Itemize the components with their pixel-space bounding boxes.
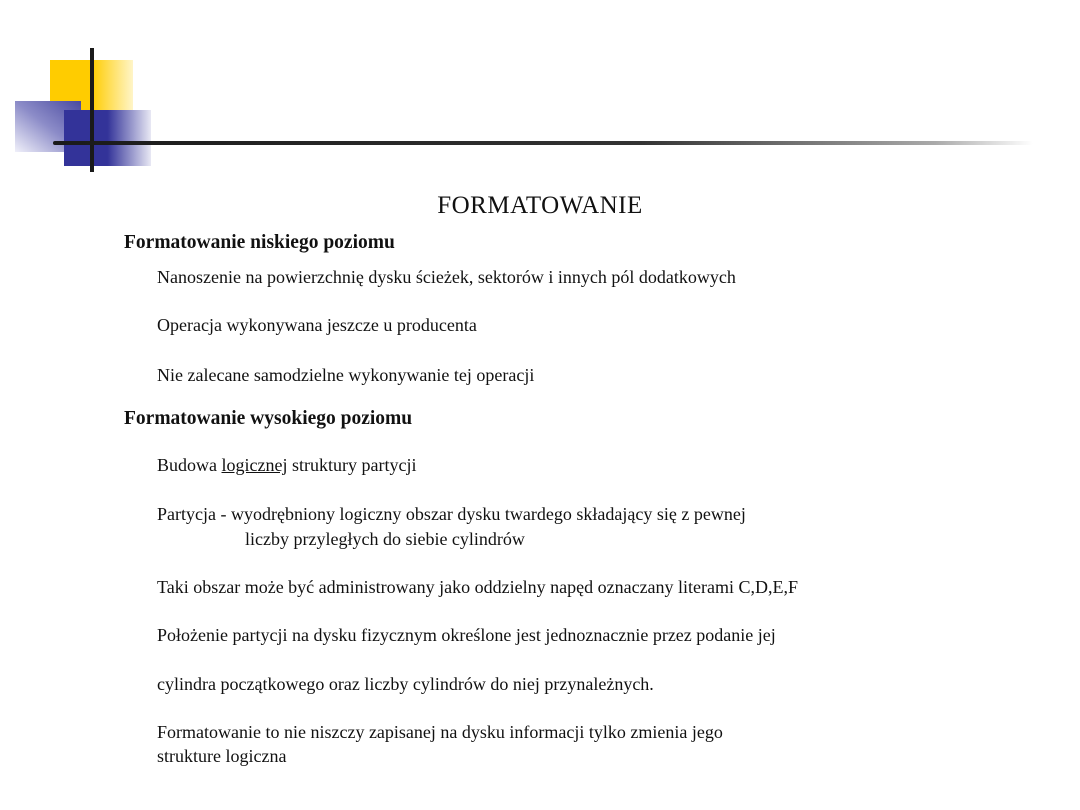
decor-dark-blue-square	[64, 110, 151, 166]
section-heading-high-level: Formatowanie wysokiego poziomu	[124, 408, 413, 429]
section-heading-low-level: Formatowanie niskiego poziomu	[124, 232, 395, 253]
bullet-text: Nie zalecane samodzielne wykonywanie tej operacji	[157, 365, 535, 385]
definition: wyodrębniony logiczny obszar dysku twardego składający się z pewnej	[230, 504, 746, 524]
decor-horizontal-line	[53, 141, 1033, 145]
term: Partycja -	[157, 504, 231, 524]
definition-continued: liczby przyległych do siebie cylindrów	[245, 529, 525, 549]
bullet-text: Operacja wykonywana jeszcze u producenta	[157, 315, 477, 335]
bullet-text: Nanoszenie na powierzchnię dysku ścieżek, sektorów i innych pól dodatkowych	[157, 267, 736, 287]
decor-vertical-line	[90, 48, 94, 172]
slide-title: FORMATOWANIE	[437, 192, 643, 219]
bullet-text: Formatowanie to nie niszczy zapisanej na dysku informacji tylko zmienia jego	[157, 722, 723, 742]
text: Budowa	[157, 455, 222, 475]
bullet-text: Taki obszar może być administrowany jako oddzielny napęd oznaczany literami C,D,E,F	[157, 577, 799, 597]
bullet-budowa	[157, 455, 416, 476]
bullet-text: Położenie partycji na dysku fizycznym określone jest jednoznacznie przez podanie jej	[157, 625, 776, 645]
bullet-text: cylindra początkowego oraz liczby cylindrów do niej przynależnych.	[157, 674, 654, 694]
underlined-term: logicznej	[221, 455, 288, 475]
bullet-partycja	[157, 504, 746, 525]
text: struktury partycji	[287, 455, 417, 475]
bullet-text-continued: strukture logiczna	[157, 746, 287, 766]
